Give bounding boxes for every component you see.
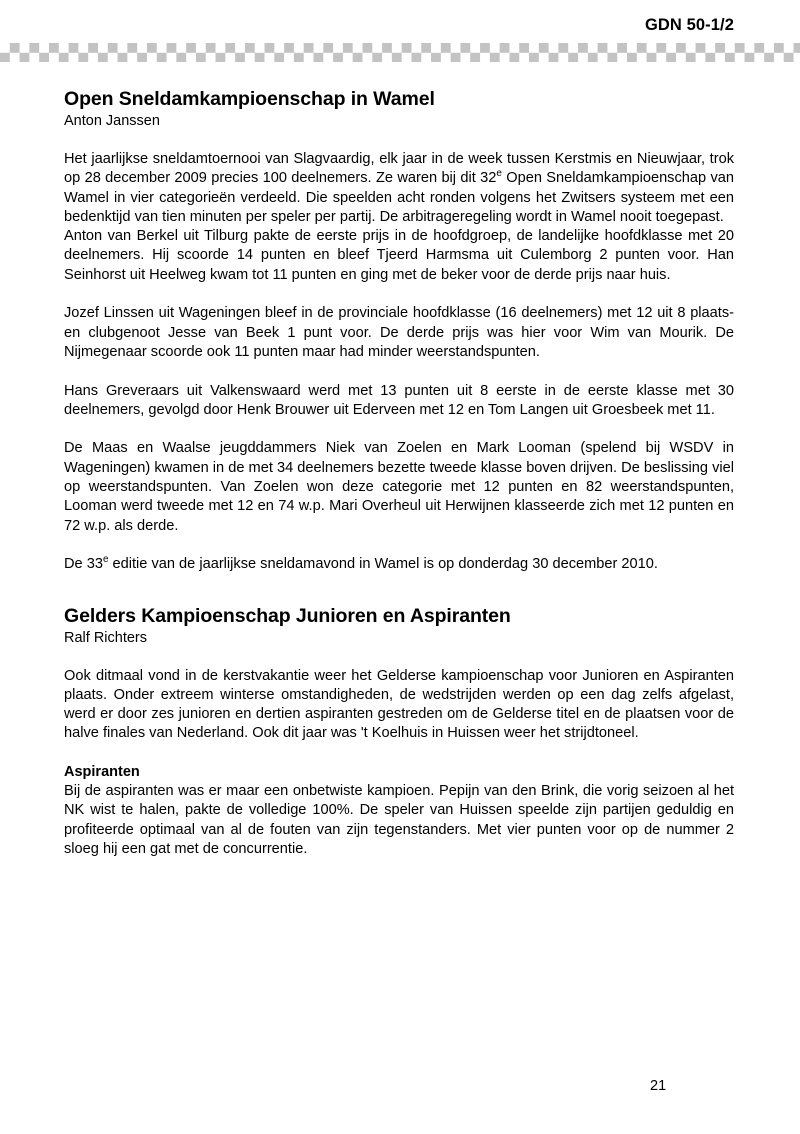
section-spacer <box>64 575 734 605</box>
paragraph-gelders-intro: Ook ditmaal vond in de kerstvakantie weer het Gelderse kampioenschap voor Junioren en Aspiranten plaats. Onder extreem winterse omstandigheden, de wedstrijden werden op een dag zelfs afgelast, werd er door zes junioren en dertien aspiranten gestreden om de Gelderse titel en de plaatsen voor de halve finales van Nederland. Ook dit jaar was 't Koelhuis in Huissen weer het strijdtoneel. <box>64 667 734 742</box>
article-title-open-sneldamkampioenschap: Open Sneldamkampioenschap in Wamel <box>64 88 435 110</box>
ordinal-superscript-32e: e <box>496 168 502 180</box>
paragraph-volgende-editie-part-a: De 33 <box>64 556 103 573</box>
page-number: 21 <box>650 1078 667 1094</box>
paragraph-spacer <box>64 420 734 439</box>
subsection-heading-aspiranten: Aspiranten <box>64 764 140 781</box>
paragraph-spacer <box>64 362 734 381</box>
ordinal-superscript-33e: e <box>102 554 109 566</box>
header-publication-ref: GDN 50-1/2 <box>644 16 734 34</box>
page-content <box>64 88 734 859</box>
paragraph-tweede-klasse: De Maas en Waalse jeugddammers Niek van Zoelen en Mark Looman (spelend bij WSDV in Wageningen) kwamen in de met 34 deelnemers bezette tweede klasse boven drijven. De beslissing viel op weerstandspunten. Van Zoelen won deze categorie met 12 punten en 82 weerstandspunten, Looman werd tweede met 12 en 74 w.p. Mari Overheul uit Herwijnen klasseerde zich met 12 punten en 72 w.p. als derde. <box>64 440 734 534</box>
article-byline-anton-janssen: Anton Janssen <box>64 113 160 129</box>
paragraph-spacer <box>64 744 734 763</box>
checkerboard-divider-icon <box>0 43 800 62</box>
paragraph-provinciale-hoofdklasse: Jozef Linssen uit Wageningen bleef in de provinciale hoofdklasse (16 deelnemers) met 12 uit 8 plaats- en clubgenoot Jesse van Beek 1 punt voor. De derde prijs was hier voor Wim van Mourik. De Nijmegenaar scoorde ook 11 punten maar had minder weerstandspunten. <box>64 305 734 360</box>
paragraph-hoofdgroep: Anton van Berkel uit Tilburg pakte de eerste prijs in de hoofdgroep, de landelijke hoofdklasse met 20 deelnemers. Hij scoorde 14 punten en bleef Tjeerd Harmsma uit Culemborg 2 punten voor. Han Seinhorst uit Heelweg kwam tot 11 punten en ging met de beker voor de derde prijs naar huis. <box>64 228 734 283</box>
paragraph-intro <box>64 150 734 227</box>
article-title-gelders-kampioenschap: Gelders Kampioenschap Junioren en Aspiranten <box>64 604 511 627</box>
article-byline-ralf-richters: Ralf Richters <box>64 629 147 646</box>
paragraph-spacer <box>64 285 734 304</box>
paragraph-intro-part-a: Het jaarlijkse sneldamtoernooi van Slagvaardig, elk jaar in de week tussen Kerstmis en Nieuwjaar, trok op 28 december 2009 precies 100 deelnemers. Ze waren bij dit 32 <box>64 151 734 187</box>
paragraph-eerste-klasse: Hans Greveraars uit Valkenswaard werd met 13 punten uit 8 eerste in de eerste klasse met 30 deelnemers, gevolgd door Henk Brouwer uit Ederveen met 12 en Tom Langen uit Groesbeek met 11. <box>64 382 734 418</box>
paragraph-spacer <box>64 536 734 555</box>
paragraph-volgende-editie <box>64 555 734 574</box>
paragraph-aspiranten: Bij de aspiranten was er maar een onbetwiste kampioen. Pepijn van den Brink, die vorig seizoen al het NK wist te halen, pakte de volledige 100%. De speler van Huissen speelde zijn partijen geduldig en profiteerde optimaal van al de fouten van zijn tegenstanders. Met vier punten voor op de nummer 2 sloeg hij een gat met de concurrentie. <box>64 783 734 857</box>
paragraph-volgende-editie-part-b: editie van de jaarlijkse sneldamavond in Wamel is op donderdag 30 december 2010. <box>108 556 658 573</box>
paragraph-intro-part-b: Open Sneldamkampioenschap van Wamel in vier categorieën verdeeld. Die speelden acht ronden volgens het Zwitsers systeem met een bedenktijd van tien minuten per speler per partij. De arbitrageregeling wordt in Wamel nooit toegepast. <box>64 170 734 225</box>
page-header <box>0 0 800 70</box>
